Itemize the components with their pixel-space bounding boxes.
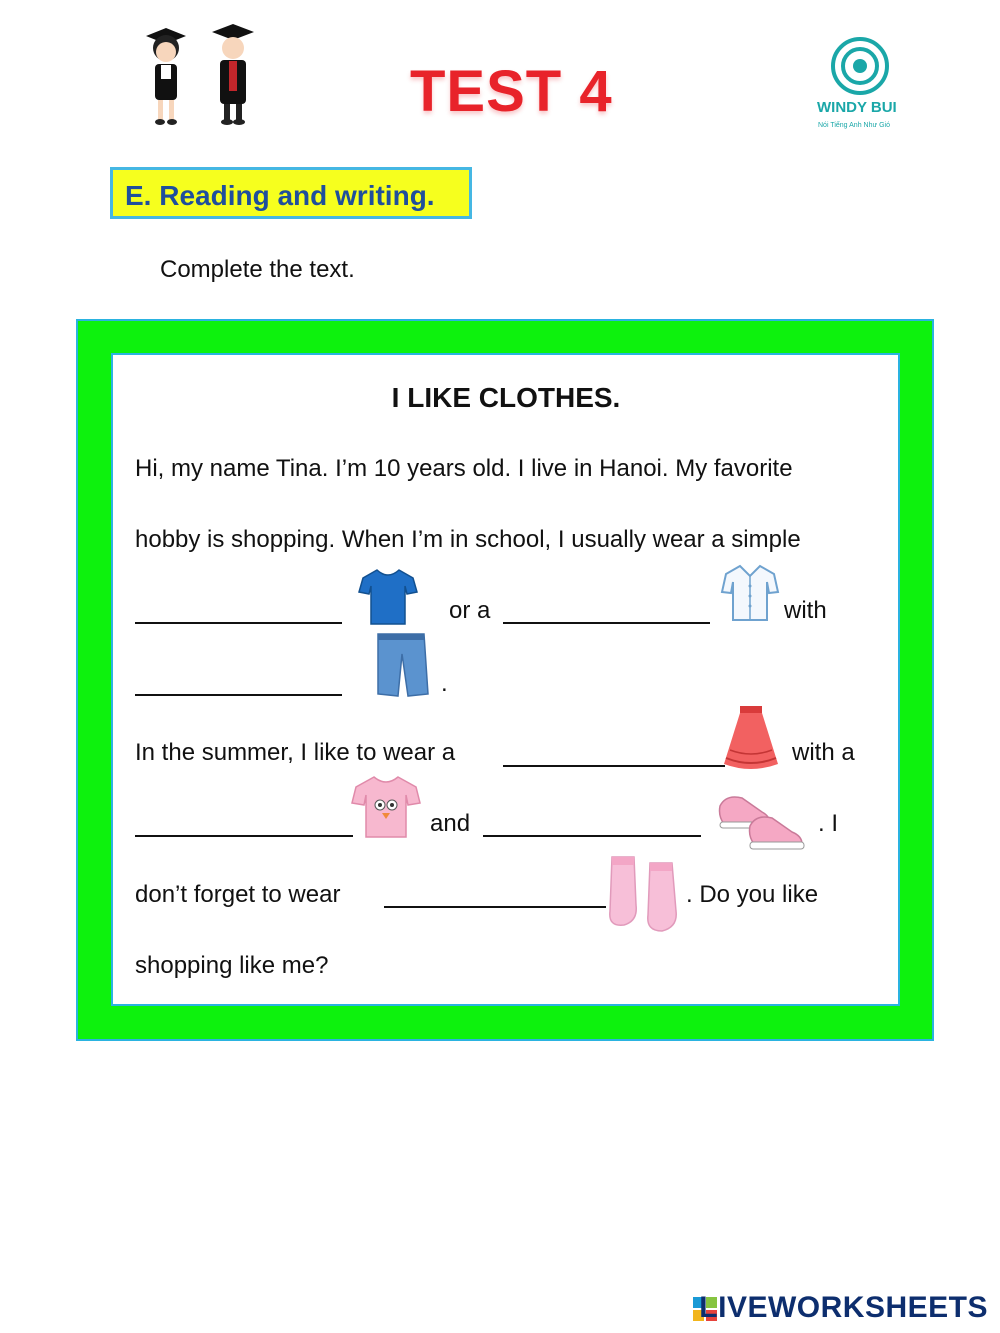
- and-text: and: [430, 810, 471, 837]
- logo-name: WINDY BUI: [817, 99, 897, 116]
- with-a-text: with a: [792, 739, 855, 766]
- footer-brand: LIVEWORKSHEETS: [699, 1291, 988, 1324]
- passage-line-5-start: In the summer, I like to wear a: [135, 739, 456, 766]
- answer-blank-6[interactable]: [483, 835, 701, 837]
- passage-line-1: Hi, my name Tina. I’m 10 years old. I live in Hanoi. My favorite: [135, 455, 793, 482]
- socks-icon: [604, 853, 686, 935]
- passage-title: I LIKE CLOTHES.: [391, 382, 621, 413]
- t-shirt-icon: [357, 566, 419, 626]
- graduate-kids-icon: [140, 22, 260, 130]
- page-title: TEST 4: [410, 59, 613, 124]
- answer-blank-1[interactable]: [135, 622, 342, 624]
- skirt-icon: [722, 704, 780, 772]
- spiral-logo-icon: [828, 36, 892, 96]
- answer-blank-3[interactable]: [135, 694, 342, 696]
- section-label-box: [110, 167, 472, 219]
- pink-t-shirt-icon: [350, 773, 422, 841]
- logo-tagline: Nói Tiếng Anh Như Gió: [818, 122, 891, 129]
- period-i-text: . I: [818, 810, 839, 837]
- passage-line-8: shopping like me?: [135, 952, 329, 979]
- or-a-text: or a: [449, 597, 491, 624]
- jeans-icon: [372, 632, 430, 698]
- shirt-icon: [720, 562, 780, 624]
- answer-blank-4[interactable]: [503, 765, 725, 767]
- period-text: .: [441, 670, 448, 697]
- with-text: with: [784, 597, 827, 624]
- passage-line-7-end: . Do you like: [686, 881, 819, 908]
- answer-blank-7[interactable]: [384, 906, 606, 908]
- instruction-text: Complete the text.: [160, 256, 355, 283]
- passage-line-7-start: don’t forget to wear: [135, 881, 341, 908]
- answer-blank-2[interactable]: [503, 622, 710, 624]
- section-label: E. Reading and writing.: [125, 180, 435, 211]
- passage-line-2: hobby is shopping. When I’m in school, I usually wear a simple: [135, 526, 801, 553]
- answer-blank-5[interactable]: [135, 835, 353, 837]
- sneakers-icon: [716, 790, 808, 858]
